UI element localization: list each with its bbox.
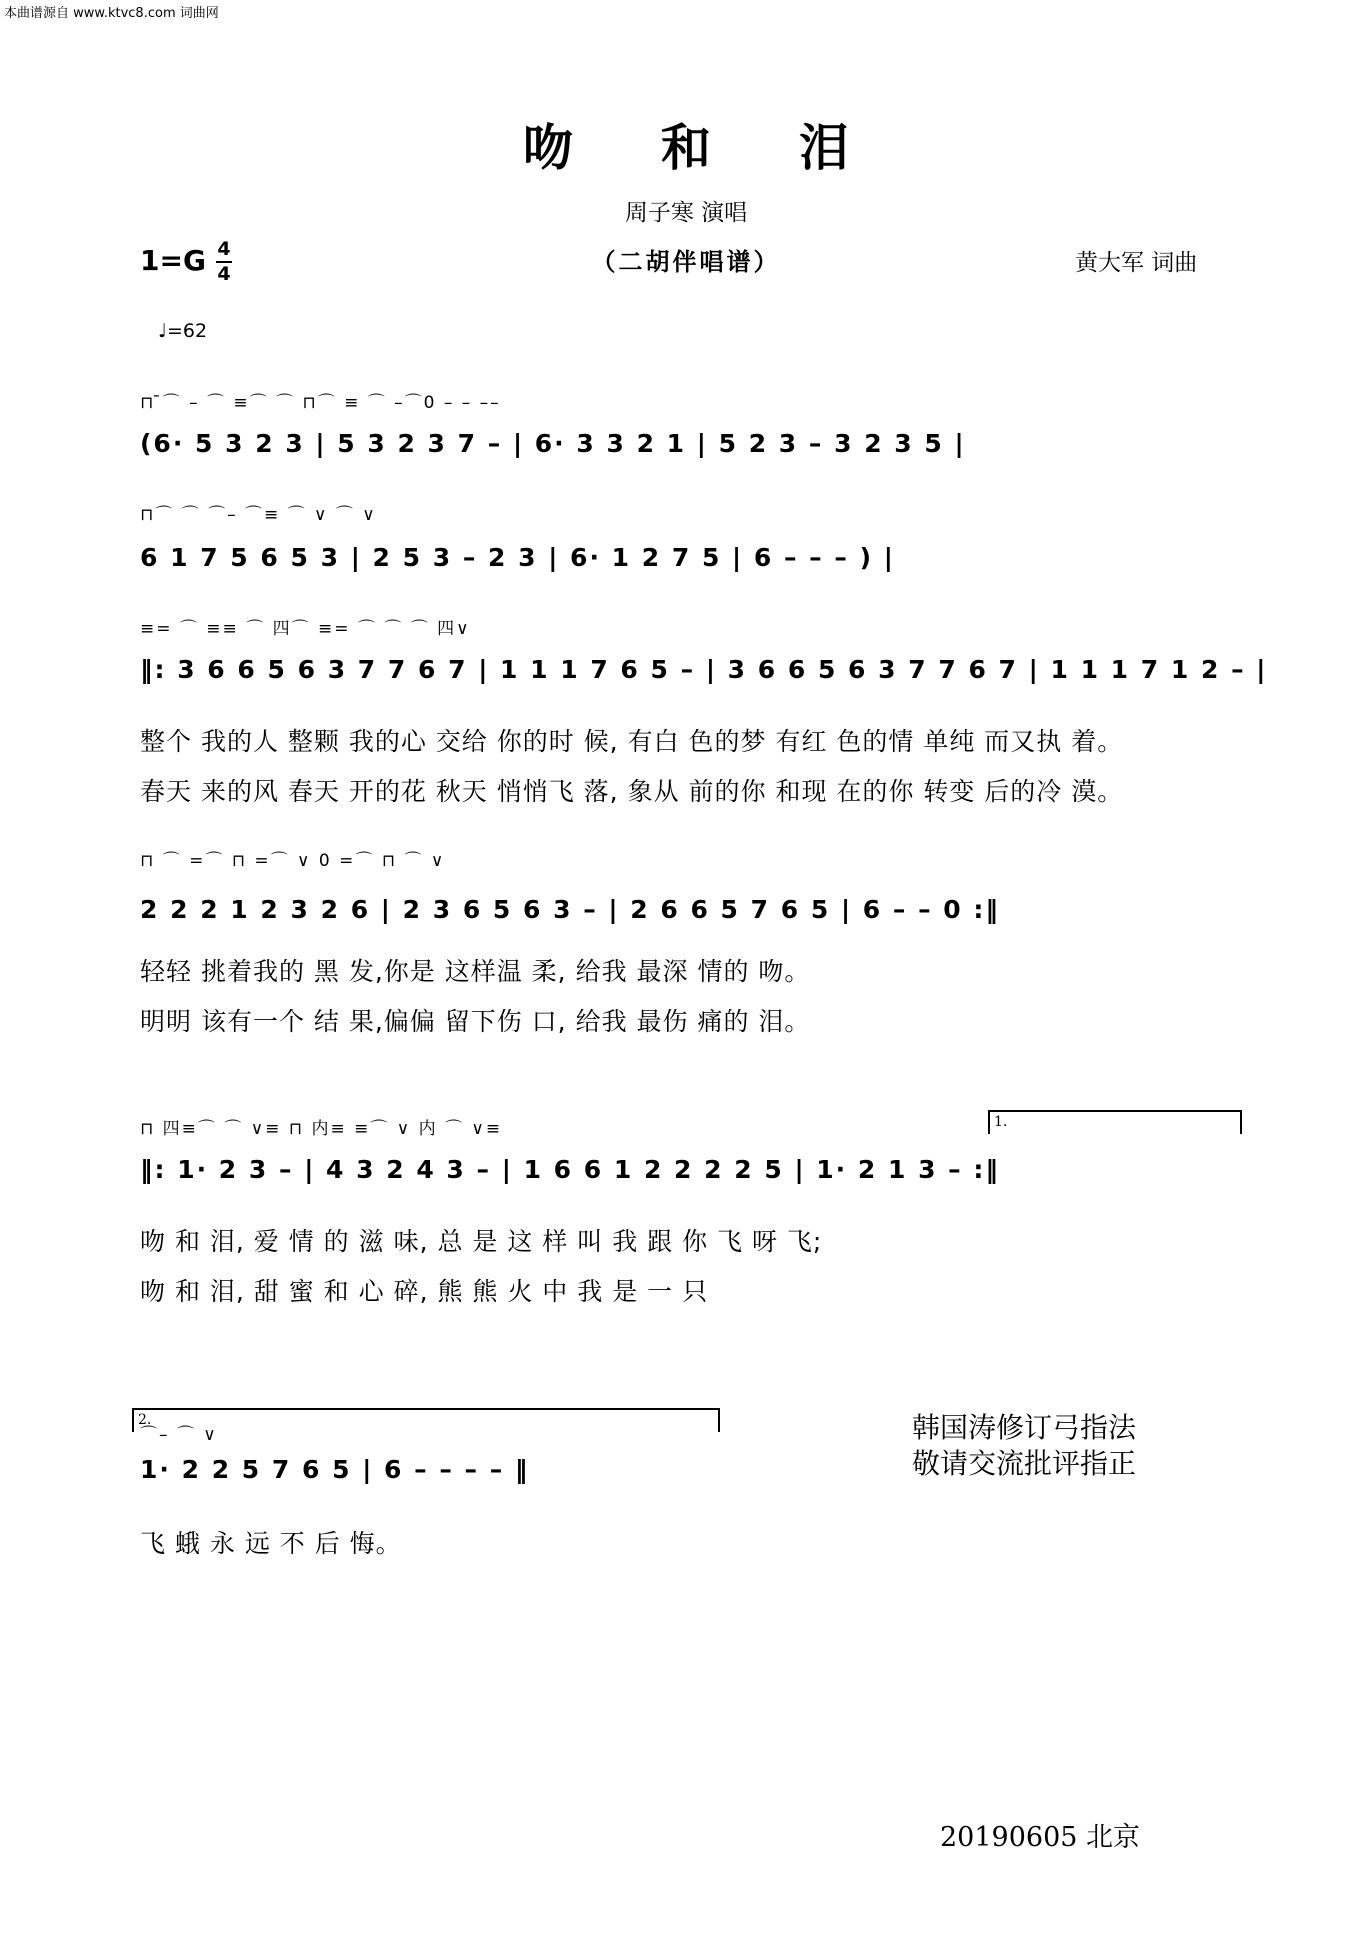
composer-credit: 黄大军 词曲: [1075, 250, 1198, 276]
editor-note: [912, 1410, 1136, 1482]
lyric-verse2-a: 春天 来的风 春天 开的花 秋天 悄悄飞 落, 象从 前的你 和现 在的你 转变 后的冷 漠。: [140, 777, 1124, 806]
notation-line-1: (6· 5 3 2 3 | 5 3 2 3 7 – | 6· 3 3 2 1 | 5 2 3 – 3 2 3 5 |: [140, 429, 966, 458]
notation-line-4: 2 2 2 1 2 3 2 6 | 2 3 6 5 6 3 – | 2 6 6 5 7 6 5 | 6 – – 0 :‖: [140, 895, 1000, 924]
notation-line-5: ‖: 1· 2 3 – | 4 3 2 4 3 – | 1 6 6 1 2 2 2 2 5 | 1· 2 1 3 – :‖: [140, 1155, 1000, 1184]
lyric-verse2-c: 吻 和 泪, 甜 蜜 和 心 碎, 熊 熊 火 中 我 是 一 只: [140, 1277, 709, 1306]
bowing-marks-3: ≡= ⌒ ≡≡ ⌒ 四⌒ ≡= ⌒ ⌒ ⌒ 四∨: [140, 619, 471, 639]
lyric-verse1-b: 轻轻 挑着我的 黑 发,你是 这样温 柔, 给我 最深 情的 吻。: [140, 957, 811, 986]
subtitle: （二胡伴唱谱）: [591, 248, 781, 276]
time-sig-bottom: 4: [217, 263, 231, 285]
editor-note-line2: 敬请交流批评指正: [912, 1447, 1137, 1480]
lyric-verse1-a: 整个 我的人 整颗 我的心 交给 你的时 候, 有白 色的梦 有红 色的情 单纯 而又执 着。: [140, 727, 1124, 756]
bowing-marks-6: ⌒– ⌒ ∨: [140, 1425, 218, 1445]
key-signature: 1=G: [140, 244, 206, 277]
bowing-marks-1: ⊓ ̄⌒ – ⌒ ≡⌒ ⌒ ⊓⌒ ≡ ⌒ –⌒0 – – ––: [140, 393, 501, 413]
volta-first-label: 1.: [994, 1114, 1008, 1130]
singer-credit: 周子寒 演唱: [624, 200, 748, 226]
time-sig-top: 4: [217, 238, 231, 260]
watermark: 本曲谱源自 www.ktvc8.com 词曲网: [4, 6, 219, 21]
lyric-verse2-b: 明明 该有一个 结 果,偏偏 留下伤 口, 给我 最伤 痛的 泪。: [140, 1007, 811, 1036]
tempo-mark: ♩=62: [158, 320, 208, 342]
volta-first-ending: [988, 1110, 1242, 1134]
bowing-marks-2: ⊓⌒ ⌒ ⌒– ⌒≡ ⌒ ∨ ⌒ ∨: [140, 505, 377, 525]
song-title: 吻和泪: [523, 118, 937, 177]
bowing-marks-4: ⊓ ⌒ =⌒ ⊓ =⌒ ∨ 0 =⌒ ⊓ ⌒ ∨: [140, 851, 446, 871]
lyric-verse1-d: 飞 蛾 永 远 不 后 悔。: [140, 1529, 402, 1558]
volta-second-label: 2.: [138, 1412, 152, 1428]
editor-note-line1: 韩国涛修订弓指法: [912, 1411, 1137, 1444]
notation-line-2: 6 1 7 5 6 5 3 | 2 5 3 – 2 3 | 6· 1 2 7 5 | 6 – – – ) |: [140, 543, 895, 572]
time-signature: [216, 240, 232, 284]
lyric-verse1-c: 吻 和 泪, 爱 情 的 滋 味, 总 是 这 样 叫 我 跟 你 飞 呀 飞;: [140, 1227, 823, 1256]
date-place: 20190605 北京: [940, 1822, 1141, 1853]
volta-second-ending: [132, 1408, 720, 1432]
notation-line-6: 1· 2 2 5 7 6 5 | 6 – – – – ‖: [140, 1455, 530, 1484]
notation-line-3: ‖: 3 6 6 5 6 3 7 7 6 7 | 1 1 1 7 6 5 – | 3 6 6 5 6 3 7 7 6 7 | 1 1 1 7 1 2 – |: [140, 655, 1268, 684]
bowing-marks-5: ⊓ 四≡⌒ ⌒ ∨≡ ⊓ 内≡ ≡⌒ ∨ 内 ⌒ ∨≡: [140, 1119, 503, 1139]
